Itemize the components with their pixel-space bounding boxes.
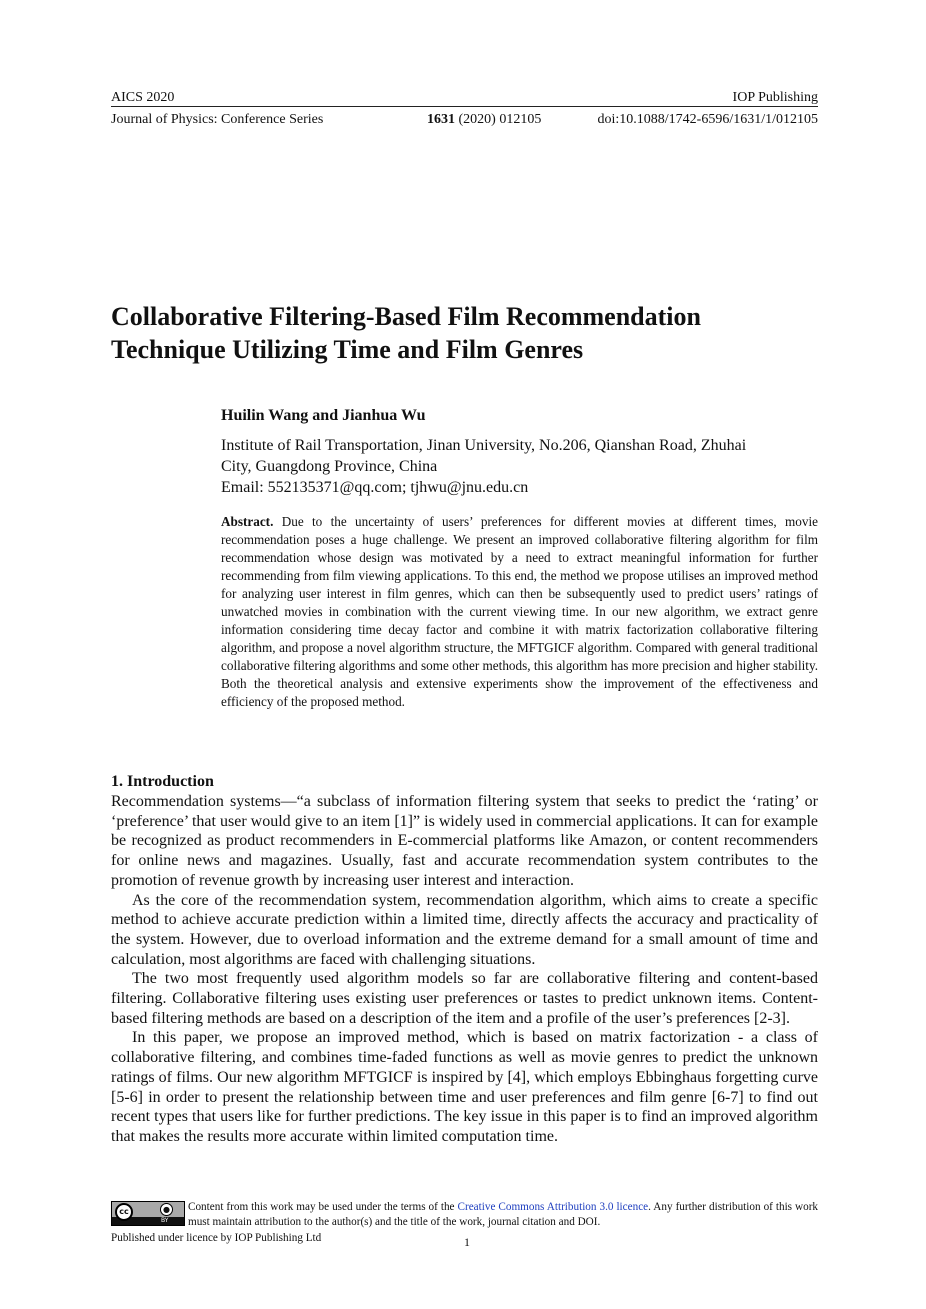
journal-volume: 1631: [427, 112, 455, 127]
by-icon-label: BY: [161, 1217, 169, 1224]
header-rule: [111, 106, 818, 107]
author-list: Huilin Wang and Jianhua Wu: [221, 407, 426, 424]
license-text-after: . Any further distribution of this work must maintain attribution to the author(s) and the title of the work, journal citation and DOI.: [188, 1201, 819, 1228]
cc-by-license-badge[interactable]: [111, 1201, 185, 1226]
paragraph: Recommendation systems—“a subclass of information filtering system that seeks to predict the ‘rating’ or ‘preference’ that user would give to an item [1]” is widely used in commercial applications. It can for example be recognized as product recommenders in E-commercial platforms like Amazon, or content recommenders for online news and magazines. Usually, fast and accurate recommendation system contributes to the promotion of revenue growth by increasing user interest and interaction.: [111, 793, 818, 889]
cc-icon: cc: [115, 1203, 133, 1221]
license-statement: [188, 1200, 818, 1230]
author-email: Email: 552135371@qq.com; tjhwu@jnu.edu.cn: [221, 479, 529, 496]
body-text: [111, 792, 818, 1147]
paragraph: As the core of the recommendation system, recommendation algorithm, which aims to create a specific method to achieve accurate prediction within a limited time, directly affects the accuracy and practicality of the system. However, due to overload information and the extreme demand for a small amount of time and calculation, most algorithms are faced with challenging situations.: [111, 891, 818, 968]
conference-name: AICS 2020: [111, 90, 175, 105]
affiliation: [221, 435, 818, 498]
publisher-name: IOP Publishing: [732, 90, 818, 105]
paper-title: [111, 300, 818, 366]
affiliation-line-2: City, Guangdong Province, China: [221, 458, 438, 475]
paper-title-line-2: Technique Utilizing Time and Film Genres: [111, 335, 584, 364]
paragraph: In this paper, we propose an improved method, which is based on matrix factorization - a class of collaborative filtering, and combines time-faded functions as well as movie genres to predict the unknown ratings of films. Our new algorithm MFTGICF is inspired by [4], which employs Ebbinghaus forgetting curve [5-6] in order to present the relationship between time and user preferences and film genre [6-7] to find out recent types that users like for further predictions. The key issue in this paper is to find an improved algorithm that makes the results more accurate within limited computation time.: [111, 1029, 818, 1145]
affiliation-line-1: Institute of Rail Transportation, Jinan University, No.206, Qianshan Road, Zhuhai: [221, 437, 747, 454]
paragraph: The two most frequently used algorithm models so far are collaborative filtering and content-based filtering. Collaborative filtering uses existing user preferences or tastes to predict unknown items. Content-based filtering methods are based on a description of the item and a profile of the user’s preferences [2-3].: [111, 970, 818, 1027]
published-under-licence: Published under licence by IOP Publishing Ltd: [111, 1232, 322, 1244]
attribution-person-icon: ●: [160, 1203, 173, 1216]
journal-citation: [427, 111, 541, 128]
paper-title-line-1: Collaborative Filtering-Based Film Recommendation: [111, 302, 701, 331]
journal-year-issue: (2020) 012105: [458, 112, 542, 127]
abstract: [221, 513, 818, 711]
journal-name: Journal of Physics: Conference Series: [111, 112, 324, 127]
license-text-before: Content from this work may be used under the terms of the: [188, 1201, 455, 1213]
abstract-text: Due to the uncertainty of users’ preferences for different movies at different times, movie recommendation poses a huge challenge. We present an improved collaborative filtering algorithm for film recommendation whose design was motivated by a need to extract meaningful information for further recommending from film viewing applications. To this end, the method we propose utilises an improved method for analyzing user interest in film genres, which can then be subsequently used to predict users’ ratings of unwatched movies in combination with the current viewing time. In our new algorithm, we extract genre information considering time decay factor and combine it with matrix factorization collaborative filtering algorithm, and propose a novel algorithm structure, the MFTGICF algorithm. Compared with general traditional collaborative filtering algorithms and some other methods, this algorithm has more precision and higher stability. Both the theoretical analysis and extensive experiments show the improvement of the effectiveness and efficiency of the proposed method.: [221, 514, 818, 709]
section-heading: 1. Introduction: [111, 773, 214, 790]
page-number: 1: [464, 1235, 470, 1249]
license-link[interactable]: Creative Commons Attribution 3.0 licence: [457, 1201, 649, 1213]
doi: doi:10.1088/1742-6596/1631/1/012105: [597, 112, 818, 127]
abstract-label: Abstract.: [221, 514, 274, 529]
